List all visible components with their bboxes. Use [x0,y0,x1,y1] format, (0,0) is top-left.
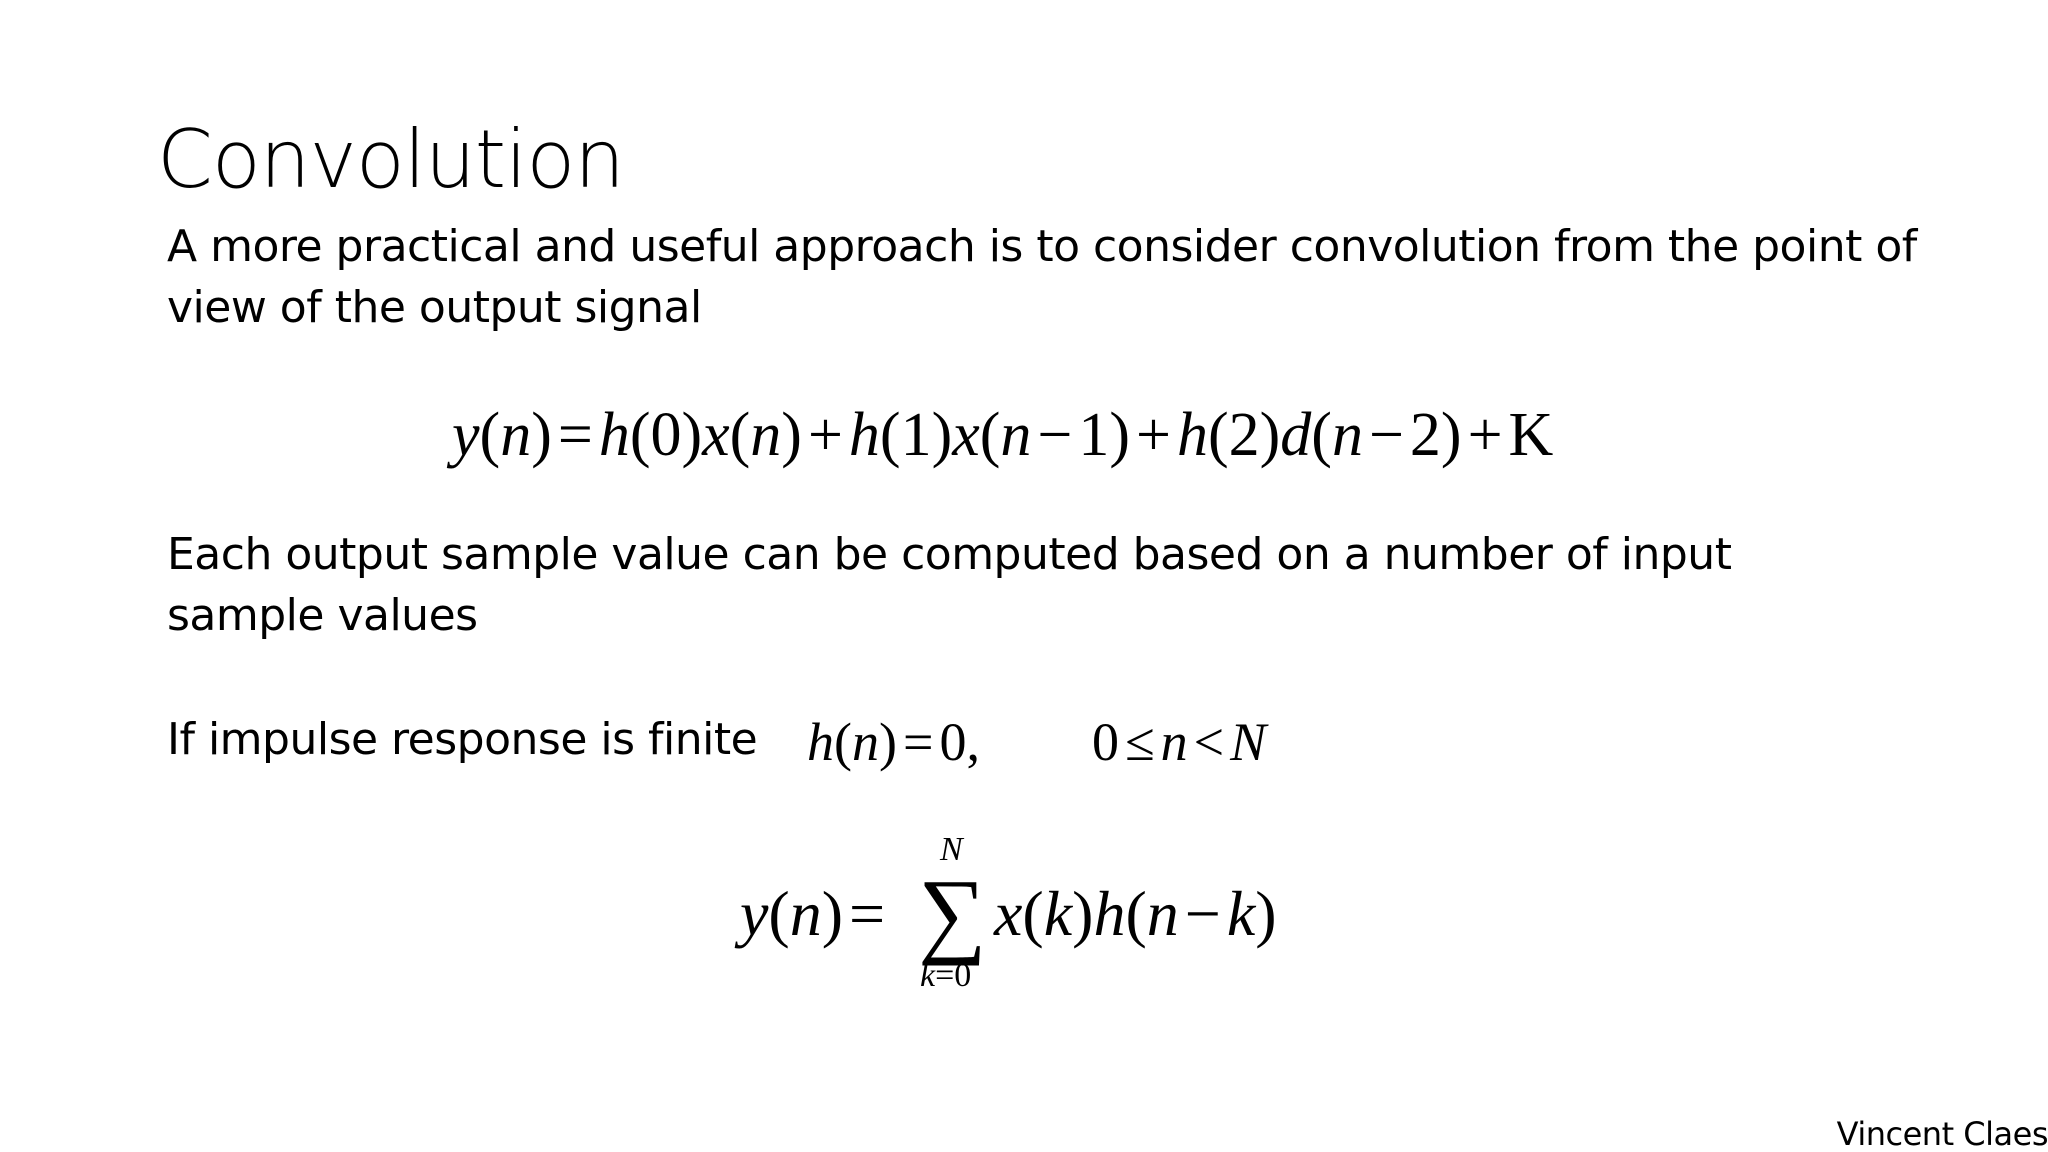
equation-finite-condition: h(n) = 0, [807,712,980,772]
paragraph-intro: A more practical and useful approach is to consider convolution from the point of view of the output signal [167,221,1917,333]
equation-expansion: y(n)=h(0)x(n)+h(1)x(n−1)+h(2)d(n−2)+K [452,401,1554,469]
paragraph-output-samples: Each output sample value can be computed based on a number of input sample values [167,529,1732,641]
paragraph-finite-response: If impulse response is finite [167,714,758,765]
sum-upper-limit: N [940,831,963,868]
sigma-symbol: ∑ [918,859,987,966]
slide-title: Convolution [157,113,624,206]
author-credit: Vincent Claes [1836,1115,2048,1152]
sum-lower-limit: k=0 [920,957,972,994]
sum-rhs: x(k)h(n−k) [994,878,1277,949]
equation-range: 0 ≤ n < N [1092,712,1267,772]
sum-lhs: y(n)= [740,878,886,949]
equation-convolution-sum [740,830,1340,1000]
